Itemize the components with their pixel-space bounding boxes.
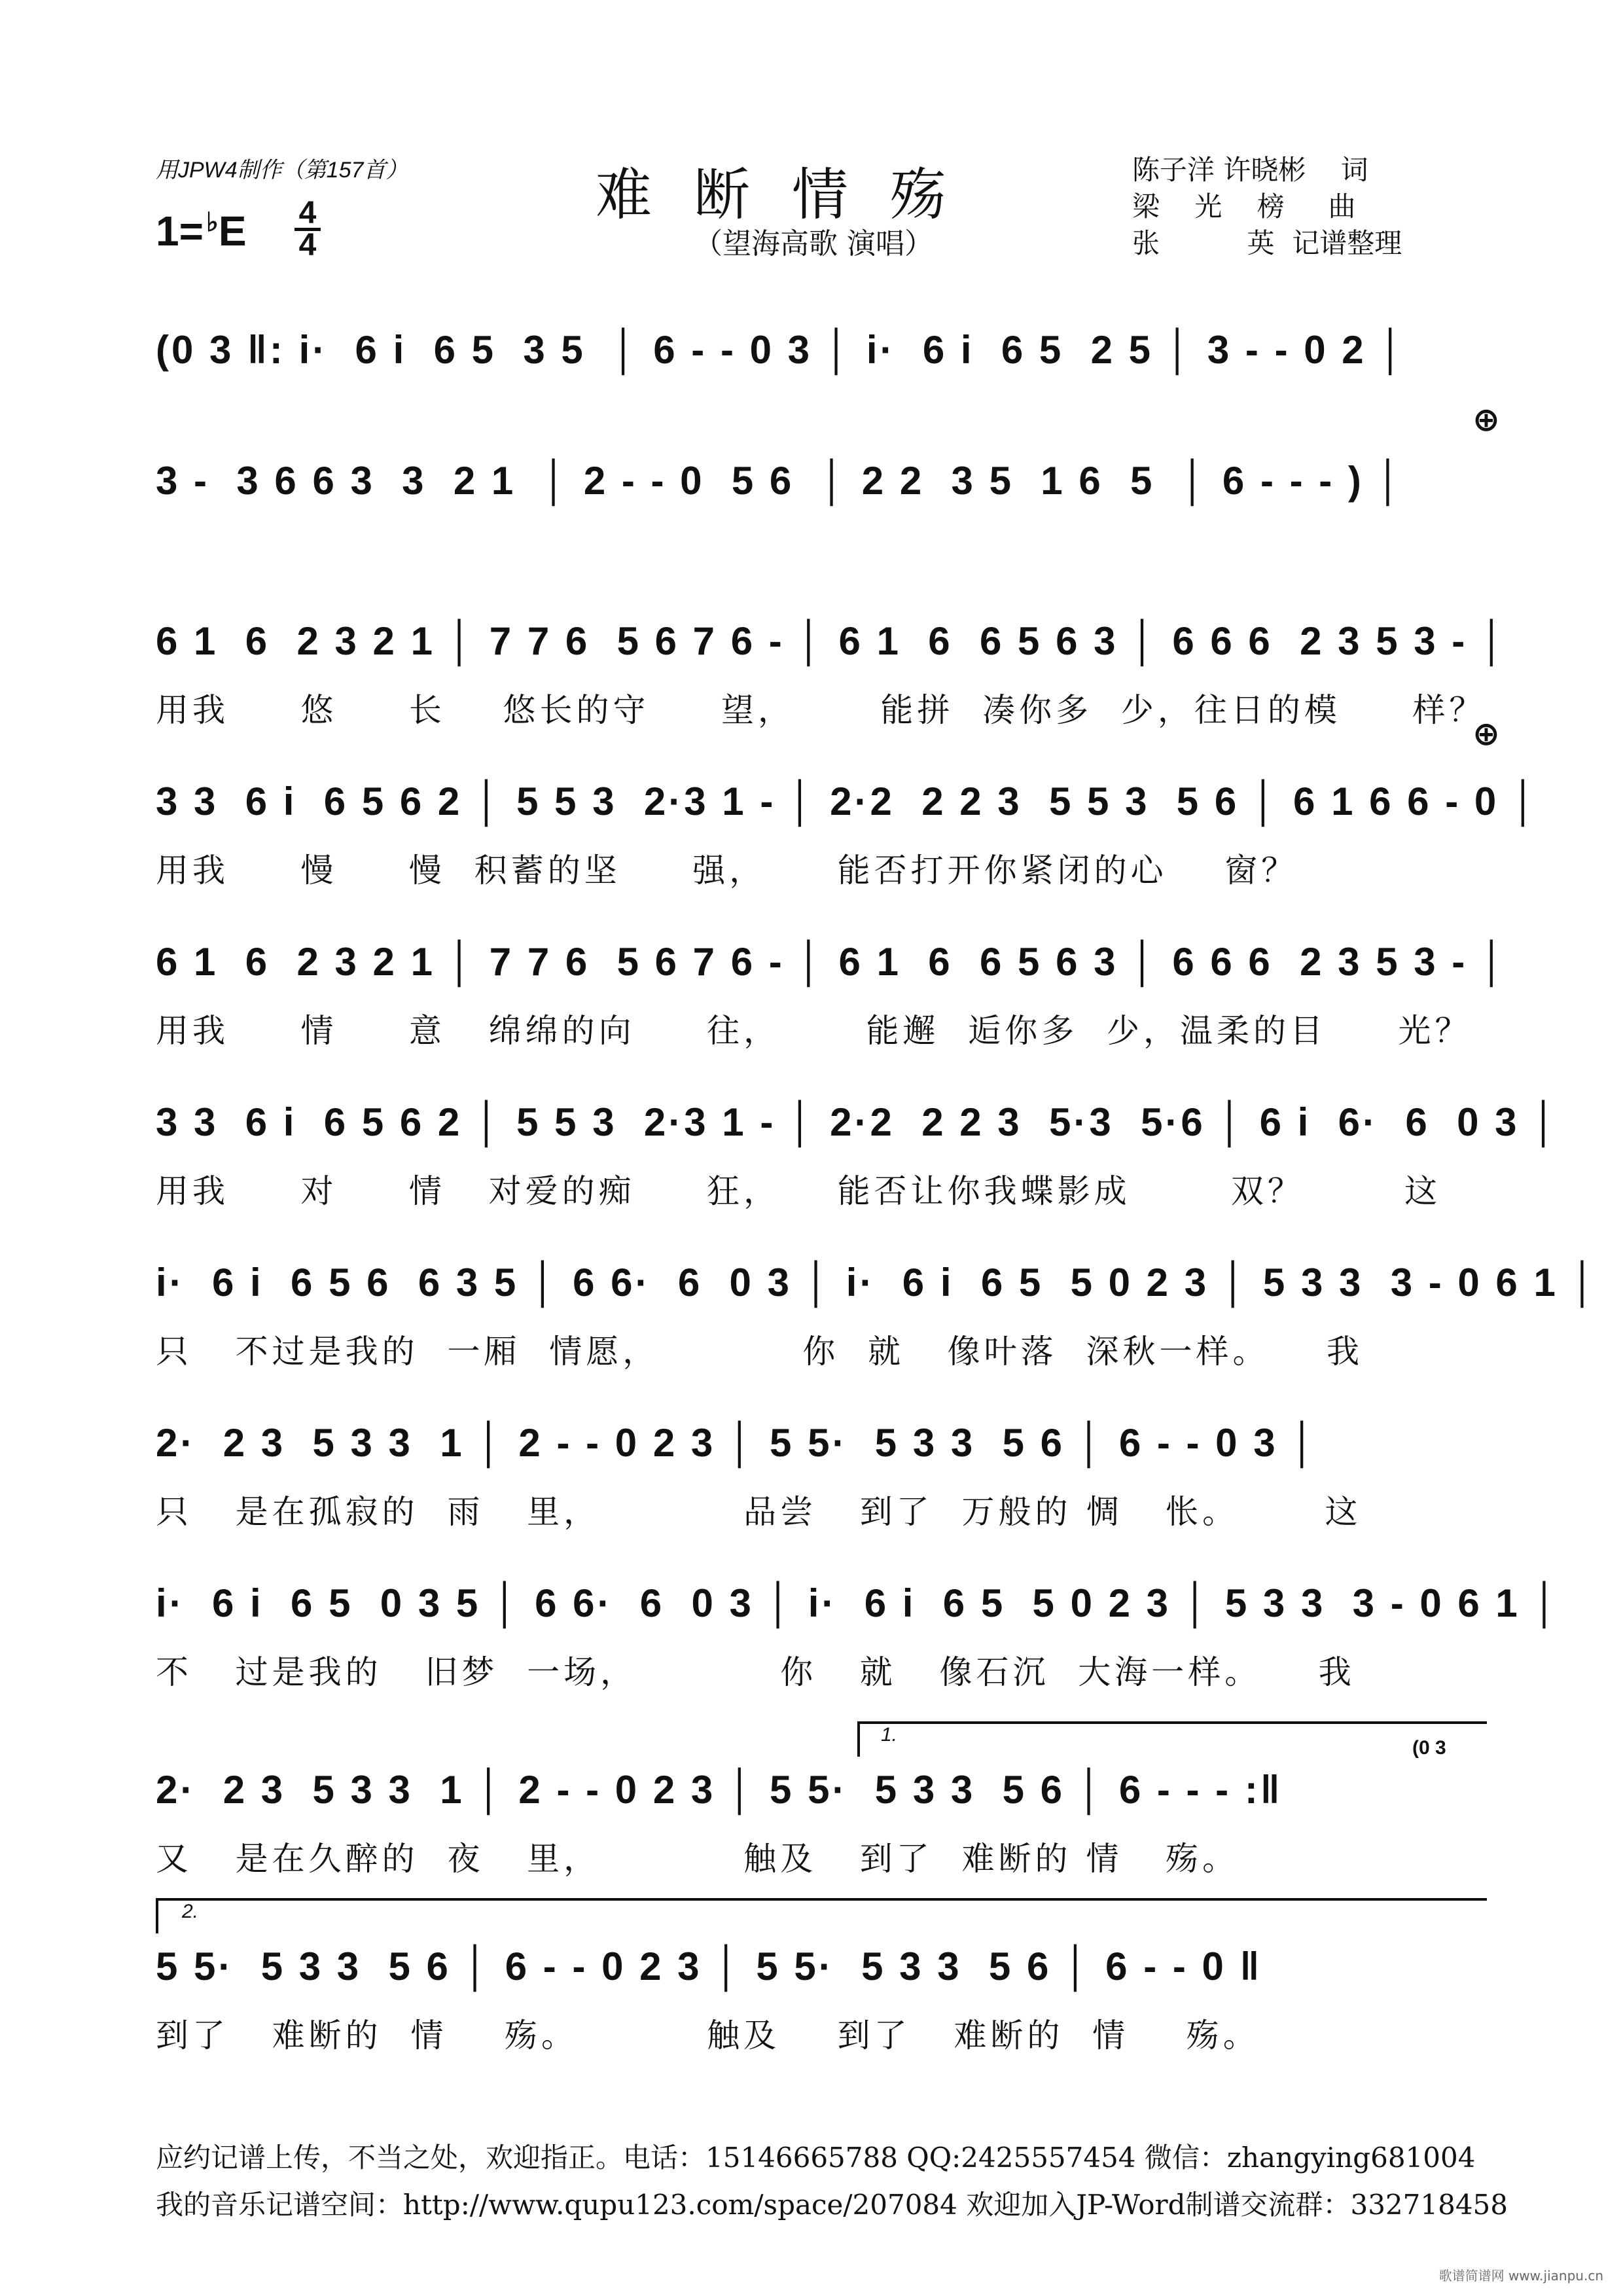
lyrics-row-5: 用我 情 意 绵绵的向 往， 能邂 逅你多 少，温柔的目 光？ (156, 1012, 1472, 1050)
meter-top: 4 (298, 196, 317, 230)
notes-row-2: 3 - 3 6 6 3 3 2 1 │ 2 - - 0 5 6 │ 2 2 3 5 1 6 5 │ 6 - - - ) │ (156, 459, 1405, 503)
lyrics-row-11: 到了 难断的 情 殇。 触及 到了 难断的 情 殇。 (156, 2017, 1260, 2054)
time-signature (294, 196, 321, 262)
notes-row-8: 2· 2 3 5 3 3 1 │ 2 - - 0 2 3 │ 5 5· 5 3 3 5 6 │ 6 - - 0 3 │ (156, 1421, 1319, 1465)
flat-symbol: ♭ (205, 208, 219, 237)
watermark: 歌谱简谱网 www.jianpu.cn (1438, 2268, 1603, 2284)
song-subtitle: （望海高歌 演唱） (694, 227, 933, 260)
first-ending-label: 1. (881, 1724, 898, 1746)
notes-row-6: 3 3 6 i 6 5 6 2 │ 5 5 3 2·3 1 - │ 2·2 2 2 3 5·3 5·6 │ 6 i 6· 6 0 3 │ (156, 1100, 1560, 1144)
key-note: E (218, 207, 247, 255)
song-title: 难断情殇 (596, 162, 988, 228)
lyricist-line: 陈子洋 许晓彬 词 (1132, 154, 1368, 186)
lyrics-row-9: 不 过是我的 旧梦 一场， 你 就 像石沉 大海一样。 我 (156, 1653, 1355, 1691)
song-authors (1132, 152, 1402, 262)
footer-contact: 应约记谱上传，不当之处，欢迎指正。电话：15146665788 QQ:2425557454 微信：zhangying681004 (156, 2142, 1476, 2174)
key-prefix: 1= (156, 207, 204, 255)
lyrics-row-7: 只 不过是我的 一厢 情愿， 你 就 像叶落 深秋一样。 我 (156, 1333, 1364, 1371)
coda-icon: ⊕ (1472, 715, 1500, 753)
lyrics-row-3: 用我 悠 长 悠长的守 望， 能拼 凑你多 少，往日的模 样？ (156, 691, 1486, 729)
notes-row-1: (0 3 ‖: i· 6 i 6 5 3 5 │ 6 - - 0 3 │ i· 6 i 6 5 2 5 │ 3 - - 0 2 │ (156, 328, 1407, 372)
notes-row-3: 6 1 6 2 3 2 1 │ 7 7 6 5 6 7 6 - │ 6 1 6 6 5 6 3 │ 6 6 6 2 3 5 3 - │ (156, 619, 1508, 663)
notes-row-9: i· 6 i 6 5 0 3 5 │ 6 6· 6 0 3 │ i· 6 i 6 5 5 0 2 3 │ 5 3 3 3 - 0 6 1 │ (156, 1581, 1561, 1625)
notes-row-4: 3 3 6 i 6 5 6 2 │ 5 5 3 2·3 1 - │ 2·2 2 2 3 5 5 3 5 6 │ 6 1 6 6 - 0 │ (156, 780, 1540, 823)
second-ending-bracket (156, 1898, 1487, 1933)
transcriber-line: 张 英 记谱整理 (1132, 227, 1402, 259)
notes-row-7: i· 6 i 6 5 6 6 3 5 │ 6 6· 6 0 3 │ i· 6 i 6 5 5 0 2 3 │ 5 3 3 3 - 0 6 1 │ (156, 1261, 1599, 1304)
coda-icon: ⊕ (1472, 401, 1500, 439)
lyrics-row-4: 用我 慢 慢 积蓄的坚 强， 能否打开你紧闭的心 窗？ (156, 852, 1298, 889)
composer-line: 梁 光 榜 曲 (1132, 190, 1356, 223)
software-credit: 用JPW4制作（第157首） (156, 158, 408, 183)
notes-row-11: 5 5· 5 3 3 5 6 │ 6 - - 0 2 3 │ 5 5· 5 3 3 5 6 │ 6 - - 0 ‖ (156, 1945, 1262, 1988)
key-signature (156, 207, 247, 255)
lyrics-row-8: 只 是在孤寂的 雨 里， 品尝 到了 万般的 惆 怅。 这 (156, 1493, 1362, 1531)
footer-space: 我的音乐记谱空间：http://www.qupu123.com/space/207084 欢迎加入JP-Word制谱交流群：332718458 (156, 2189, 1508, 2221)
meter-bottom: 4 (298, 228, 317, 262)
notes-row-10: 2· 2 3 5 3 3 1 │ 2 - - 0 2 3 │ 5 5· 5 3 3 5 6 │ 6 - - - :‖ (156, 1768, 1283, 1812)
lyrics-row-6: 用我 对 情 对爱的痴 狂， 能否让你我蝶影成 双？ 这 (156, 1172, 1442, 1210)
second-ending-label: 2. (182, 1901, 199, 1922)
lyrics-row-10: 又 是在久醉的 夜 里， 触及 到了 难断的 情 殇。 (156, 1840, 1240, 1878)
first-ending-bracket (857, 1721, 1487, 1757)
notes-row-5: 6 1 6 2 3 2 1 │ 7 7 6 5 6 7 6 - │ 6 1 6 6 5 6 3 │ 6 6 6 2 3 5 3 - │ (156, 940, 1508, 984)
repeat-hint: (0 3 (1412, 1737, 1446, 1759)
